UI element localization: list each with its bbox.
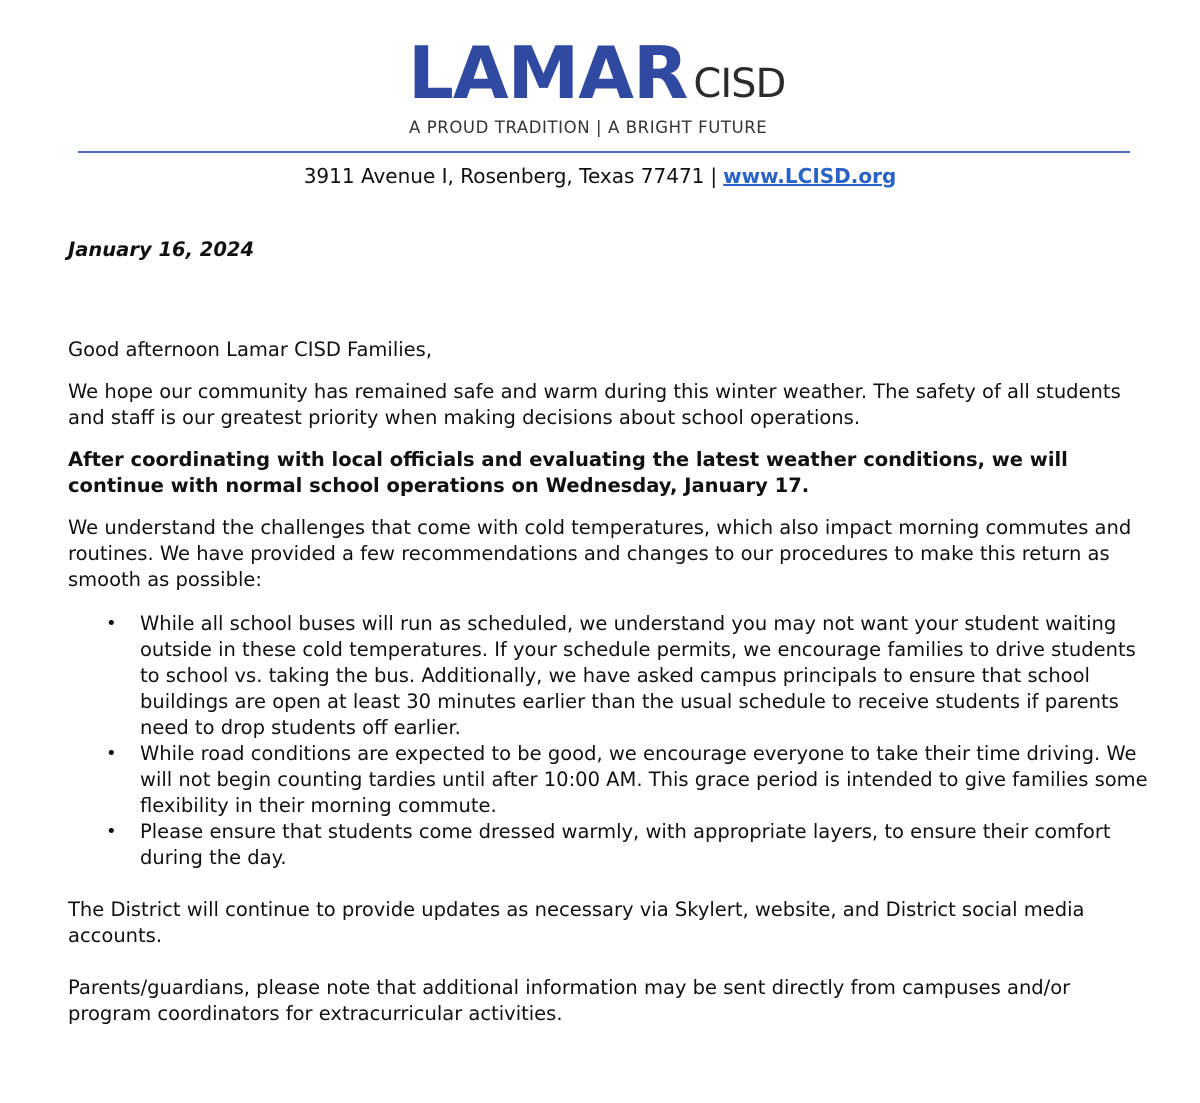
letter-date: January 16, 2024 — [68, 238, 255, 261]
header-divider — [78, 151, 1130, 153]
list-item — [68, 819, 1148, 871]
paragraph-updates: The District will continue to provide updates as necessary via Skylert, website, and District social media accounts. — [68, 898, 1085, 947]
bullet-icon: • — [106, 613, 117, 634]
logo-wordmark: LAMAR — [408, 31, 688, 115]
greeting: Good afternoon Lamar CISD Families, — [68, 338, 433, 361]
list-item-text: Please ensure that students come dressed warmly, with appropriate layers, to ensure their comfort during the day. — [140, 820, 1111, 869]
address-separator: | — [710, 164, 718, 188]
list-item — [68, 741, 1148, 819]
paragraph-campus-info: Parents/guardians, please note that additional information may be sent directly from campuses and/or program coordinators for extracurricular activities. — [68, 976, 1071, 1025]
letterhead — [0, 0, 1200, 200]
list-item-text: While road conditions are expected to be good, we encourage everyone to take their time driving. We will not begin counting tardies until after 10:00 AM. This grace period is intended to give families some flexibility in their morning commute. — [140, 742, 1148, 817]
bullet-icon: • — [106, 743, 117, 764]
district-logo — [408, 31, 786, 115]
bullet-icon: • — [106, 821, 117, 842]
paragraph-safety: We hope our community has remained safe and warm during this winter weather. The safety of all students and staff is our greatest priority when making decisions about school operations. — [68, 380, 1121, 429]
recommendations-list — [68, 611, 1148, 871]
paragraph-announcement: After coordinating with local officials and evaluating the latest weather conditions, we will continue with normal school operations on Wednesday, January 17. — [68, 448, 1068, 497]
letter-body — [68, 237, 1148, 1027]
paragraph-recommendations-intro: We understand the challenges that come with cold temperatures, which also impact morning commutes and routines. We have provided a few recommendations and changes to our procedures to make this return as smooth as possible: — [68, 516, 1132, 591]
logo-suffix: CISD — [693, 61, 786, 107]
list-item — [68, 611, 1148, 741]
website-link[interactable]: www.LCISD.org — [723, 164, 897, 188]
address-line — [0, 164, 1200, 188]
address: 3911 Avenue I, Rosenberg, Texas 77471 — [303, 164, 705, 188]
tagline: A PROUD TRADITION | A BRIGHT FUTURE — [409, 118, 768, 137]
list-item-text: While all school buses will run as scheduled, we understand you may not want your student waiting outside in these cold temperatures. If your schedule permits, we encourage families to drive students to school vs. taking the bus. Additionally, we have asked campus principals to ensure that school buildings are open at least 30 minutes earlier than the usual schedule to receive students if parents need to drop students off earlier. — [140, 612, 1136, 739]
